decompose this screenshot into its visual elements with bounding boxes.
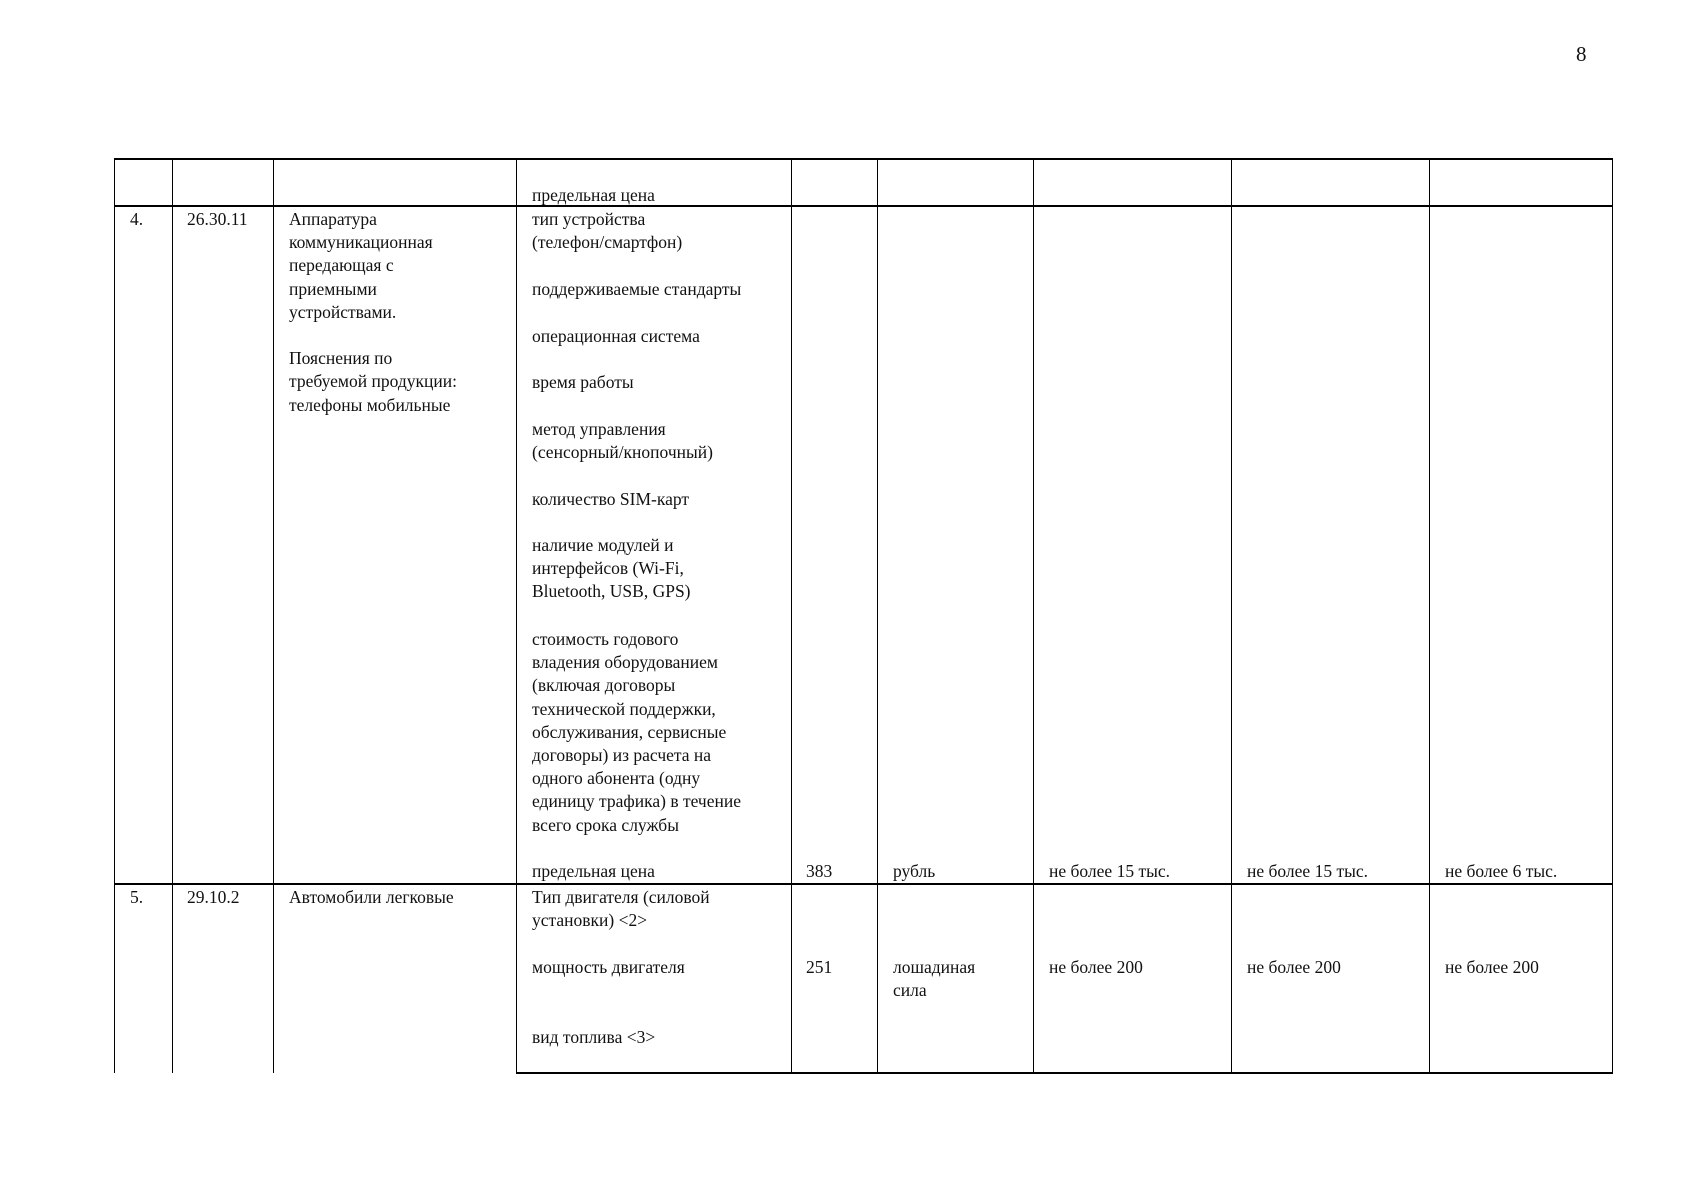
column-border bbox=[1231, 158, 1232, 1073]
characteristic-cell: наличие модулей и интерфейсов (Wi-Fi, Bluetooth, USB, GPS) bbox=[532, 535, 691, 602]
characteristic-cell: вид топлива <3> bbox=[532, 1027, 656, 1047]
value-cell: не более 15 тыс. bbox=[1049, 861, 1170, 881]
characteristic-cell: мощность двигателя bbox=[532, 957, 685, 977]
value-cell: не более 6 тыс. bbox=[1445, 861, 1558, 881]
characteristic-cell: время работы bbox=[532, 372, 634, 392]
row-divider bbox=[114, 883, 1613, 885]
row-divider bbox=[114, 205, 1613, 207]
column-border bbox=[1612, 158, 1613, 1073]
characteristic-cell: операционная система bbox=[532, 326, 700, 346]
unit-name: рубль bbox=[893, 861, 936, 881]
page-number: 8 bbox=[1576, 42, 1587, 66]
value-cell: не более 200 bbox=[1049, 957, 1143, 977]
row-number: 5. bbox=[130, 887, 144, 907]
okpd-code: 26.30.11 bbox=[187, 209, 248, 229]
column-border bbox=[273, 158, 274, 1073]
characteristic-cell: предельная цена bbox=[532, 861, 655, 881]
okei-code: 251 bbox=[806, 957, 833, 977]
characteristic-cell: стоимость годового владения оборудованием (включая договоры технической поддержки, обслуживания, сервисные договоры) из расчета на одного абонента (одну единицу трафика) в течение всего срока службы bbox=[532, 629, 742, 835]
column-border bbox=[791, 158, 792, 1073]
value-cell: не более 200 bbox=[1445, 957, 1539, 977]
characteristic-cell: тип устройства (телефон/смартфон) bbox=[532, 209, 683, 253]
characteristic-cell: Тип двигателя (силовой установки) <2> bbox=[532, 887, 710, 931]
okpd-code: 29.10.2 bbox=[187, 887, 240, 907]
column-border bbox=[114, 158, 115, 1073]
table-bottom-border bbox=[516, 1072, 1613, 1074]
column-border bbox=[1033, 158, 1034, 1073]
characteristic-cell: метод управления (сенсорный/кнопочный) bbox=[532, 419, 713, 463]
characteristic-cell: количество SIM-карт bbox=[532, 489, 690, 509]
value-cell: не более 200 bbox=[1247, 957, 1341, 977]
product-name: Аппаратура коммуникационная передающая с приемными устройствами. Пояснения по требуемой продукции: телефоны мобильные bbox=[289, 209, 457, 415]
table-top-border bbox=[114, 158, 1613, 160]
unit-name: лошадиная сила bbox=[893, 957, 976, 1001]
column-border bbox=[516, 158, 517, 1073]
column-border bbox=[1429, 158, 1430, 1073]
column-border bbox=[172, 158, 173, 1073]
row-number: 4. bbox=[130, 209, 144, 229]
product-name: Автомобили легковые bbox=[289, 887, 454, 907]
characteristic-cell: поддерживаемые стандарты bbox=[532, 279, 742, 299]
column-border bbox=[877, 158, 878, 1073]
okei-code: 383 bbox=[806, 861, 833, 881]
value-cell: не более 15 тыс. bbox=[1247, 861, 1368, 881]
characteristic-cell: предельная цена bbox=[532, 185, 655, 205]
